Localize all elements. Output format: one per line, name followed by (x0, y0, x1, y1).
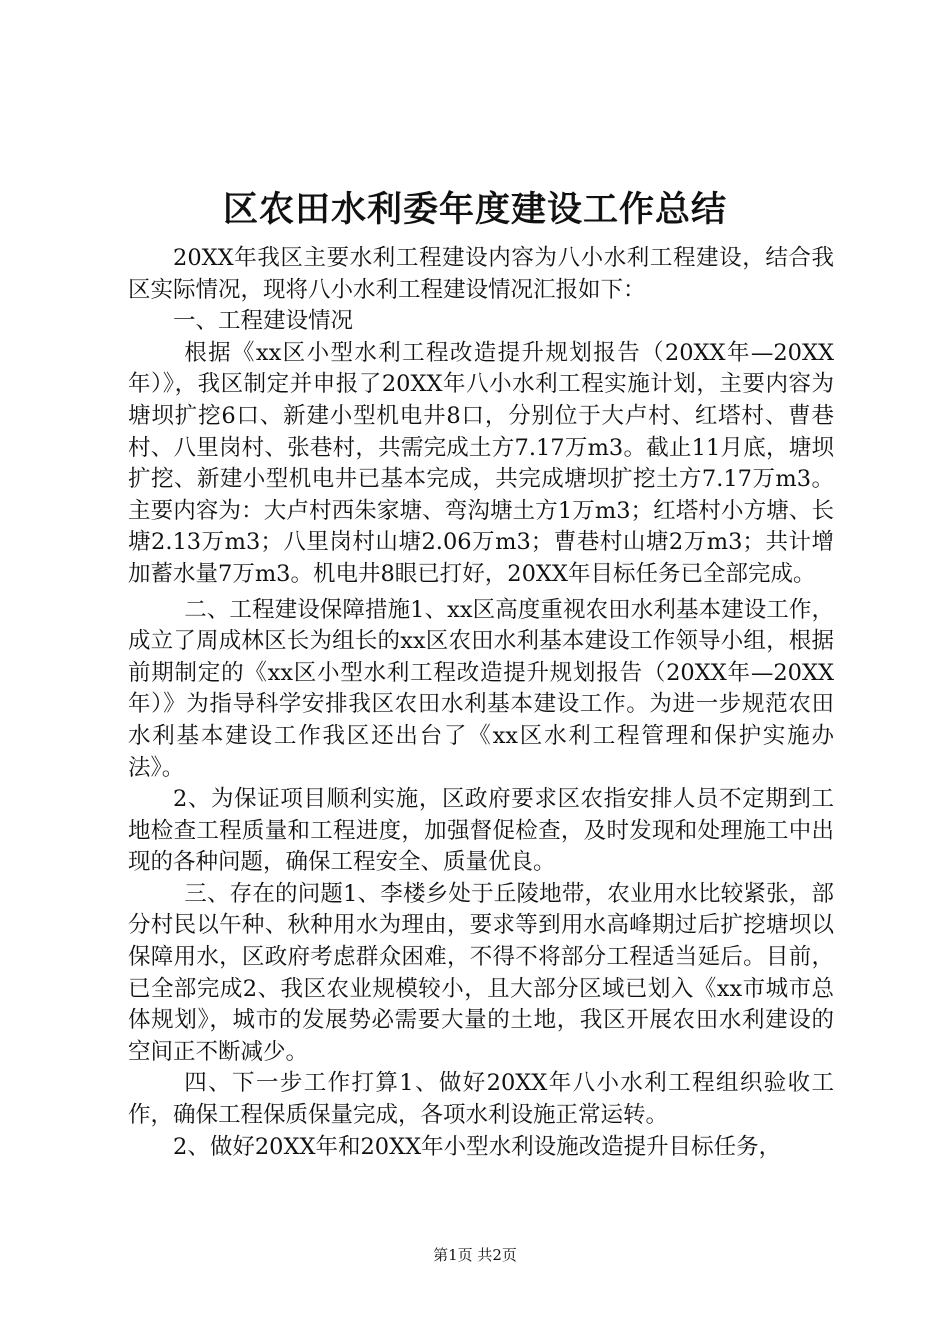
paragraph-project-inspection: 2、为保证项目顺利实施，区政府要求区农指安排人员不定期到工地检查工程质量和工程进度，加强督促检查，及时发现和处理施工中出现的各种问题，确保工程安全、质量优良。 (128, 786, 834, 876)
paragraph-safeguard-measures: 二、工程建设保障措施1、xx区高度重视农田水利基本建设工作，成立了周成林区长为组长的xx区农田水利基本建设工作领导小组，根据前期制定的《xx区小型水利工程改造提升规划报告（20XX年—20XX年）》为指导科学安排我区农田水利基本建设工作。为进一步规范农田水利基本建设工作我区还出台了《xx区水利工程管理和保护实施办法》。 (128, 596, 834, 781)
paragraph-construction-details: 根据《xx区小型水利工程改造提升规划报告（20XX年—20XX年）》，我区制定并申报了20XX年八小水利工程实施计划，主要内容为塘坝扩挖6口、新建小型机电井8口，分别位于大卢村、红塔村、曹巷村、八里岗村、张巷村，共需完成土方7.17万m3。截止11月底，塘坝扩挖、新建小型机电井已基本完成，共完成塘坝扩挖土方7.17万m3。主要内容为：大卢村西朱家塘、弯沟塘土方1万m3；红塔村小方塘、长塘2.13万m3；八里岗村山塘2.06万m3；曹巷村山塘2万m3；共计增加蓄水量7万m3。机电井8眼已打好，20XX年目标任务已全部完成。 (128, 339, 834, 587)
paragraph-next-steps-2: 2、做好20XX年和20XX年小型水利设施改造提升目标任务， (173, 1133, 782, 1160)
heading-construction-status: 一、工程建设情况 (173, 308, 354, 335)
page-number-footer: 第1页 共2页 (433, 1246, 517, 1264)
paragraph-existing-problems: 三、存在的问题1、李楼乡处于丘陵地带，农业用水比较紧张，部分村民以午种、秋种用水为理由，要求等到用水高峰期过后扩挖塘坝以保障用水，区政府考虑群众困难，不得不将部分工程适当延后。目前，已全部完成2、我区农业规模较小，且大部分区域已划入《xx市城市总体规划》，城市的发展势必需要大量的土地，我区开展农田水利建设的空间正不断减少。 (128, 880, 834, 1065)
paragraph-intro: 20XX年我区主要水利工程建设内容为八小水利工程建设，结合我区实际情况，现将八小水利工程建设情况汇报如下： (128, 245, 834, 303)
document-body (128, 243, 834, 1163)
paragraph-next-steps: 四、下一步工作打算1、做好20XX年八小水利工程组织验收工作，确保工程保质保量完成，各项水利设施正常运转。 (128, 1070, 834, 1129)
document-title: 区农田水利委年度建设工作总结 (222, 189, 727, 230)
